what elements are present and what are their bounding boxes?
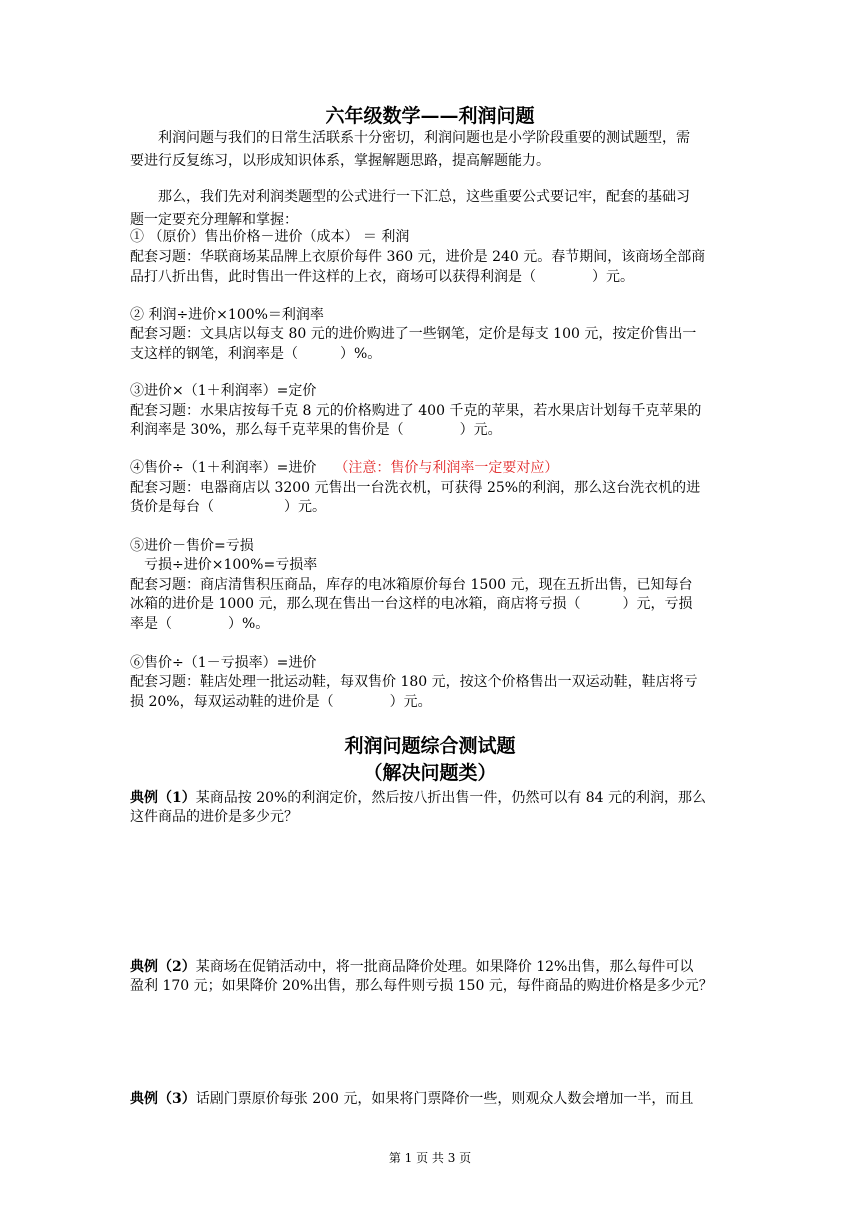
intro-paragraph-1-line-2: 要进行反复练习，以形成知识体系，掌握解题思路，提高解题能力。	[130, 153, 550, 169]
exercise-1-line-1: 配套习题：华联商场某品牌上衣原价每件 360 元，进价是 240 元。春节期间，该商场全部商	[130, 249, 706, 265]
formula-4-row	[130, 459, 732, 478]
example-3-line-1	[130, 1090, 732, 1109]
formula-5: ⑤进价－售价=亏损	[130, 538, 254, 554]
example-2-line-2: 盈利 170 元；如果降价 20%出售，那么每件则亏损 150 元，每件商品的购进价格是多少元？	[130, 978, 713, 994]
example-3-label: 典例（3）	[130, 1091, 196, 1107]
page-title: 六年级数学——利润问题	[325, 105, 535, 127]
exercise-4-line-1: 配套习题：电器商店以 3200 元售出一台洗衣机，可获得 25%的利润，那么这台洗衣机的进	[130, 480, 701, 496]
intro-paragraph-2-line-1: 那么，我们先对利润类题型的公式进行一下汇总，这些重要公式要记牢，配套的基础习	[158, 189, 690, 205]
exercise-1-line-2: 品打八折出售，此时售出一件这样的上衣，商场可以获得利润是（ ）元。	[130, 269, 634, 285]
exercise-4-line-2: 货价是每台（ ）元。	[130, 499, 326, 515]
exercise-2-line-1: 配套习题：文具店以每支 80 元的进价购进了一些钢笔，定价是每支 100 元，按定价售出一	[130, 326, 697, 342]
formula-6: ⑥售价÷（1－亏损率）=进价	[130, 655, 317, 671]
page-footer: 第 1 页 共 3 页	[388, 1151, 472, 1165]
formula-4: ④售价÷（1＋利润率）=进价	[130, 460, 317, 476]
example-1-line-1	[130, 789, 732, 808]
example-3-text: 话剧门票原价每张 200 元，如果将门票降价一些，则观众人数会增加一半，而且	[195, 1091, 694, 1107]
intro-paragraph-1-line-1: 利润问题与我们的日常生活联系十分密切，利润问题也是小学阶段重要的测试题型，需	[158, 130, 690, 146]
exercise-3-line-2: 利润率是 30%，那么每千克苹果的售价是（ ）元。	[130, 422, 502, 438]
exercise-5-line-1: 配套习题：商店清售积压商品，库存的电冰箱原价每台 1500 元，现在五折出售，已知每台	[130, 577, 693, 593]
formula-5b: 亏损÷进价×100%=亏损率	[144, 557, 318, 573]
example-2-text: 某商场在促销活动中，将一批商品降价处理。如果降价 12%出售，那么每件可以	[195, 959, 694, 975]
example-1-label: 典例（1）	[130, 790, 196, 806]
example-2-label: 典例（2）	[130, 959, 196, 975]
formula-3: ③进价×（1＋利润率）=定价	[130, 383, 317, 399]
exercise-6-line-2: 损 20%，每双运动鞋的进价是（ ）元。	[130, 694, 432, 710]
exercise-2-line-2: 支这样的钢笔，利润率是（ ）%。	[130, 346, 382, 362]
section-subtitle: （解决问题类）	[363, 762, 497, 784]
example-1-line-2: 这件商品的进价是多少元？	[130, 809, 298, 825]
formula-2: ② 利润÷进价×100%＝利润率	[130, 307, 324, 323]
formula-4-note: （注意：售价与利润率一定要对应）	[334, 460, 559, 476]
exercise-5-line-2: 冰箱的进价是 1000 元，那么现在售出一台这样的电冰箱，商店将亏损（ ）元，亏损	[130, 596, 693, 612]
example-2-line-1	[130, 958, 732, 977]
example-1-text: 某商品按 20%的利润定价，然后按八折出售一件，仍然可以有 84 元的利润，那么	[195, 790, 707, 806]
section-title: 利润问题综合测试题	[344, 735, 516, 757]
intro-paragraph-2-line-2: 题一定要充分理解和掌握：	[130, 212, 298, 228]
exercise-3-line-1: 配套习题：水果店按每千克 8 元的价格购进了 400 千克的苹果，若水果店计划每千克苹果的	[130, 403, 702, 419]
formula-1: ① （原价）售出价格－进价（成本） ＝ 利润	[130, 229, 410, 245]
exercise-6-line-1: 配套习题：鞋店处理一批运动鞋，每双售价 180 元，按这个价格售出一双运动鞋，鞋店将亏	[130, 674, 698, 690]
exercise-5-line-3: 率是（ ）%。	[130, 616, 270, 632]
